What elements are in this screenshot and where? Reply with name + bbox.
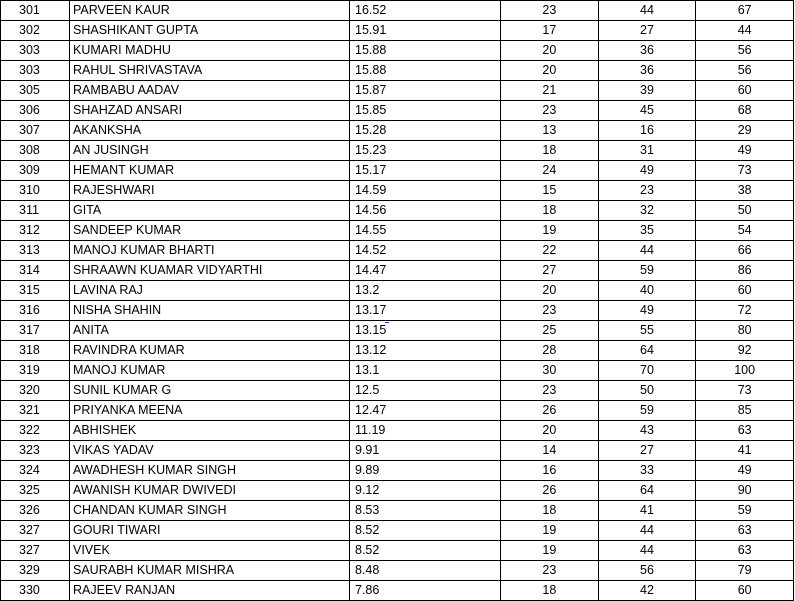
rank-cell: 325: [1, 481, 70, 501]
table-row: [1, 341, 794, 361]
rank-cell: 306: [1, 101, 70, 121]
marks-a-cell: 19: [501, 541, 599, 561]
rank-cell: 310: [1, 181, 70, 201]
score-cell: 14.47: [350, 261, 501, 281]
score-cell: 8.53: [350, 501, 501, 521]
name-cell: SUNIL KUMAR G: [70, 381, 350, 401]
rank-cell: 330: [1, 581, 70, 601]
marks-b-cell: 44: [598, 1, 696, 21]
name-cell: GITA: [70, 201, 350, 221]
name-cell: VIKAS YADAV: [70, 441, 350, 461]
marks-b-cell: 27: [598, 21, 696, 41]
marks-a-cell: 28: [501, 341, 599, 361]
score-cell: 16.52: [350, 1, 501, 21]
marks-b-cell: 44: [598, 521, 696, 541]
marks-a-cell: 18: [501, 581, 599, 601]
name-cell: KUMARI MADHU: [70, 41, 350, 61]
table-row: [1, 581, 794, 601]
marks-a-cell: 24: [501, 161, 599, 181]
marks-b-cell: 49: [598, 161, 696, 181]
rank-cell: 321: [1, 401, 70, 421]
marks-b-cell: 56: [598, 561, 696, 581]
marks-b-cell: 55: [598, 321, 696, 341]
marks-b-cell: 44: [598, 241, 696, 261]
rank-cell: 320: [1, 381, 70, 401]
name-cell: NISHA SHAHIN: [70, 301, 350, 321]
marks-a-cell: 20: [501, 421, 599, 441]
name-cell: AN JUSINGH: [70, 141, 350, 161]
rank-cell: 311: [1, 201, 70, 221]
marks-b-cell: 36: [598, 61, 696, 81]
marks-b-cell: 70: [598, 361, 696, 381]
total-cell: 56: [696, 61, 794, 81]
table-row: [1, 301, 794, 321]
score-cell: 14.56: [350, 201, 501, 221]
name-cell: MANOJ KUMAR BHARTI: [70, 241, 350, 261]
total-cell: 60: [696, 581, 794, 601]
table-row: [1, 1, 794, 21]
marks-a-cell: 26: [501, 401, 599, 421]
score-cell: 13.2: [350, 281, 501, 301]
rank-cell: 312: [1, 221, 70, 241]
score-cell: 8.52: [350, 541, 501, 561]
name-cell: AWADHESH KUMAR SINGH: [70, 461, 350, 481]
marks-b-cell: 59: [598, 401, 696, 421]
score-cell: 14.52: [350, 241, 501, 261]
score-cell: 15.88: [350, 41, 501, 61]
score-cell: 8.48: [350, 561, 501, 581]
total-cell: 38: [696, 181, 794, 201]
total-cell: 79: [696, 561, 794, 581]
marks-b-cell: 23: [598, 181, 696, 201]
name-cell: RAHUL SHRIVASTAVA: [70, 61, 350, 81]
table-row: [1, 501, 794, 521]
rank-cell: 315: [1, 281, 70, 301]
marks-b-cell: 45: [598, 101, 696, 121]
rank-cell: 316: [1, 301, 70, 321]
table-row: [1, 21, 794, 41]
name-cell: HEMANT KUMAR: [70, 161, 350, 181]
table-row: [1, 221, 794, 241]
table-row: [1, 261, 794, 281]
score-cell: 13.17: [350, 301, 501, 321]
name-cell: PARVEEN KAUR: [70, 1, 350, 21]
score-cell: 14.55: [350, 221, 501, 241]
name-cell: SHRAAWN KUAMAR VIDYARTHI: [70, 261, 350, 281]
table-row: [1, 441, 794, 461]
total-cell: 86: [696, 261, 794, 281]
marks-a-cell: 18: [501, 501, 599, 521]
name-cell: ABHISHEK: [70, 421, 350, 441]
score-cell: 15.88: [350, 61, 501, 81]
score-cell: 14.59: [350, 181, 501, 201]
rank-cell: 305: [1, 81, 70, 101]
name-cell: AWANISH KUMAR DWIVEDI: [70, 481, 350, 501]
score-cell: 15.87: [350, 81, 501, 101]
total-cell: 63: [696, 421, 794, 441]
score-cell: 15.28: [350, 121, 501, 141]
marks-a-cell: 20: [501, 281, 599, 301]
rank-cell: 327: [1, 521, 70, 541]
rank-cell: 326: [1, 501, 70, 521]
marks-b-cell: 16: [598, 121, 696, 141]
total-cell: 66: [696, 241, 794, 261]
name-cell: RAMBABU AADAV: [70, 81, 350, 101]
marks-b-cell: 31: [598, 141, 696, 161]
rank-cell: 324: [1, 461, 70, 481]
table-row: [1, 81, 794, 101]
marks-a-cell: 20: [501, 41, 599, 61]
name-cell: ANITA: [70, 321, 350, 341]
table-row: [1, 421, 794, 441]
marks-a-cell: 26: [501, 481, 599, 501]
marks-b-cell: 50: [598, 381, 696, 401]
marks-a-cell: 13: [501, 121, 599, 141]
rank-cell: 301: [1, 1, 70, 21]
table-row: [1, 101, 794, 121]
marks-a-cell: 23: [501, 301, 599, 321]
table-row: [1, 361, 794, 381]
marks-b-cell: 43: [598, 421, 696, 441]
marks-b-cell: 32: [598, 201, 696, 221]
rank-cell: 303: [1, 61, 70, 81]
name-cell: RAVINDRA KUMAR: [70, 341, 350, 361]
total-cell: 68: [696, 101, 794, 121]
marks-b-cell: 64: [598, 481, 696, 501]
name-cell: AKANKSHA: [70, 121, 350, 141]
marks-a-cell: 23: [501, 1, 599, 21]
total-cell: 44: [696, 21, 794, 41]
marks-a-cell: 14: [501, 441, 599, 461]
score-cell: 13.12: [350, 341, 501, 361]
rank-cell: 317: [1, 321, 70, 341]
marks-a-cell: 18: [501, 141, 599, 161]
table-row: [1, 541, 794, 561]
total-cell: 80: [696, 321, 794, 341]
score-cell: 9.91: [350, 441, 501, 461]
marks-a-cell: 20: [501, 61, 599, 81]
name-cell: CHANDAN KUMAR SINGH: [70, 501, 350, 521]
marks-a-cell: 21: [501, 81, 599, 101]
total-cell: 29: [696, 121, 794, 141]
marks-b-cell: 64: [598, 341, 696, 361]
marks-b-cell: 40: [598, 281, 696, 301]
total-cell: 49: [696, 461, 794, 481]
marks-a-cell: 23: [501, 381, 599, 401]
table-row: [1, 61, 794, 81]
rank-cell: 329: [1, 561, 70, 581]
total-cell: 73: [696, 161, 794, 181]
name-cell: LAVINA RAJ: [70, 281, 350, 301]
score-cell: 12.47: [350, 401, 501, 421]
score-cell: 15.17: [350, 161, 501, 181]
results-table-body: [1, 1, 794, 601]
rank-cell: 313: [1, 241, 70, 261]
marks-a-cell: 22: [501, 241, 599, 261]
marks-b-cell: 49: [598, 301, 696, 321]
name-cell: SAURABH KUMAR MISHRA: [70, 561, 350, 581]
total-cell: 72: [696, 301, 794, 321]
table-row: [1, 201, 794, 221]
total-cell: 85: [696, 401, 794, 421]
total-cell: 90: [696, 481, 794, 501]
name-cell: MANOJ KUMAR: [70, 361, 350, 381]
marks-a-cell: 16: [501, 461, 599, 481]
name-cell: PRIYANKA MEENA: [70, 401, 350, 421]
marks-b-cell: 42: [598, 581, 696, 601]
rank-cell: 318: [1, 341, 70, 361]
total-cell: 63: [696, 541, 794, 561]
table-row: [1, 41, 794, 61]
rank-cell: 319: [1, 361, 70, 381]
rank-cell: 309: [1, 161, 70, 181]
rank-cell: 314: [1, 261, 70, 281]
name-cell: RAJESHWARI: [70, 181, 350, 201]
score-cell: 13.1: [350, 361, 501, 381]
marks-a-cell: 19: [501, 221, 599, 241]
score-cell: 15.23: [350, 141, 501, 161]
score-cell: 12.5: [350, 381, 501, 401]
stray-mark: [385, 322, 389, 323]
total-cell: 49: [696, 141, 794, 161]
table-row: [1, 521, 794, 541]
name-cell: RAJEEV RANJAN: [70, 581, 350, 601]
table-row: [1, 141, 794, 161]
score-cell: 9.89: [350, 461, 501, 481]
marks-b-cell: 35: [598, 221, 696, 241]
marks-a-cell: 23: [501, 101, 599, 121]
name-cell: VIVEK: [70, 541, 350, 561]
marks-b-cell: 39: [598, 81, 696, 101]
table-row: [1, 121, 794, 141]
name-cell: GOURI TIWARI: [70, 521, 350, 541]
total-cell: 59: [696, 501, 794, 521]
table-row: [1, 281, 794, 301]
marks-a-cell: 30: [501, 361, 599, 381]
score-cell: 15.85: [350, 101, 501, 121]
total-cell: 41: [696, 441, 794, 461]
marks-a-cell: 19: [501, 521, 599, 541]
rank-cell: 303: [1, 41, 70, 61]
table-row: [1, 561, 794, 581]
name-cell: SHASHIKANT GUPTA: [70, 21, 350, 41]
total-cell: 54: [696, 221, 794, 241]
rank-cell: 327: [1, 541, 70, 561]
score-cell: 9.12: [350, 481, 501, 501]
name-cell: SANDEEP KUMAR: [70, 221, 350, 241]
marks-b-cell: 27: [598, 441, 696, 461]
rank-cell: 307: [1, 121, 70, 141]
marks-a-cell: 15: [501, 181, 599, 201]
score-cell: 15.91: [350, 21, 501, 41]
table-row: [1, 321, 794, 341]
name-cell: SHAHZAD ANSARI: [70, 101, 350, 121]
marks-a-cell: 23: [501, 561, 599, 581]
total-cell: 56: [696, 41, 794, 61]
table-row: [1, 161, 794, 181]
table-row: [1, 461, 794, 481]
marks-b-cell: 41: [598, 501, 696, 521]
rank-cell: 322: [1, 421, 70, 441]
marks-b-cell: 33: [598, 461, 696, 481]
table-row: [1, 381, 794, 401]
total-cell: 100: [696, 361, 794, 381]
marks-a-cell: 27: [501, 261, 599, 281]
total-cell: 50: [696, 201, 794, 221]
score-cell: 11.19: [350, 421, 501, 441]
marks-a-cell: 25: [501, 321, 599, 341]
rank-cell: 302: [1, 21, 70, 41]
marks-a-cell: 17: [501, 21, 599, 41]
score-cell: 8.52: [350, 521, 501, 541]
table-row: [1, 401, 794, 421]
total-cell: 60: [696, 81, 794, 101]
total-cell: 63: [696, 521, 794, 541]
table-row: [1, 241, 794, 261]
total-cell: 67: [696, 1, 794, 21]
score-cell: 7.86: [350, 581, 501, 601]
rank-cell: 323: [1, 441, 70, 461]
total-cell: 92: [696, 341, 794, 361]
marks-b-cell: 59: [598, 261, 696, 281]
table-row: [1, 181, 794, 201]
rank-cell: 308: [1, 141, 70, 161]
score-cell: 13.15: [350, 321, 501, 341]
marks-b-cell: 44: [598, 541, 696, 561]
total-cell: 60: [696, 281, 794, 301]
marks-a-cell: 18: [501, 201, 599, 221]
total-cell: 73: [696, 381, 794, 401]
table-row: [1, 481, 794, 501]
marks-b-cell: 36: [598, 41, 696, 61]
